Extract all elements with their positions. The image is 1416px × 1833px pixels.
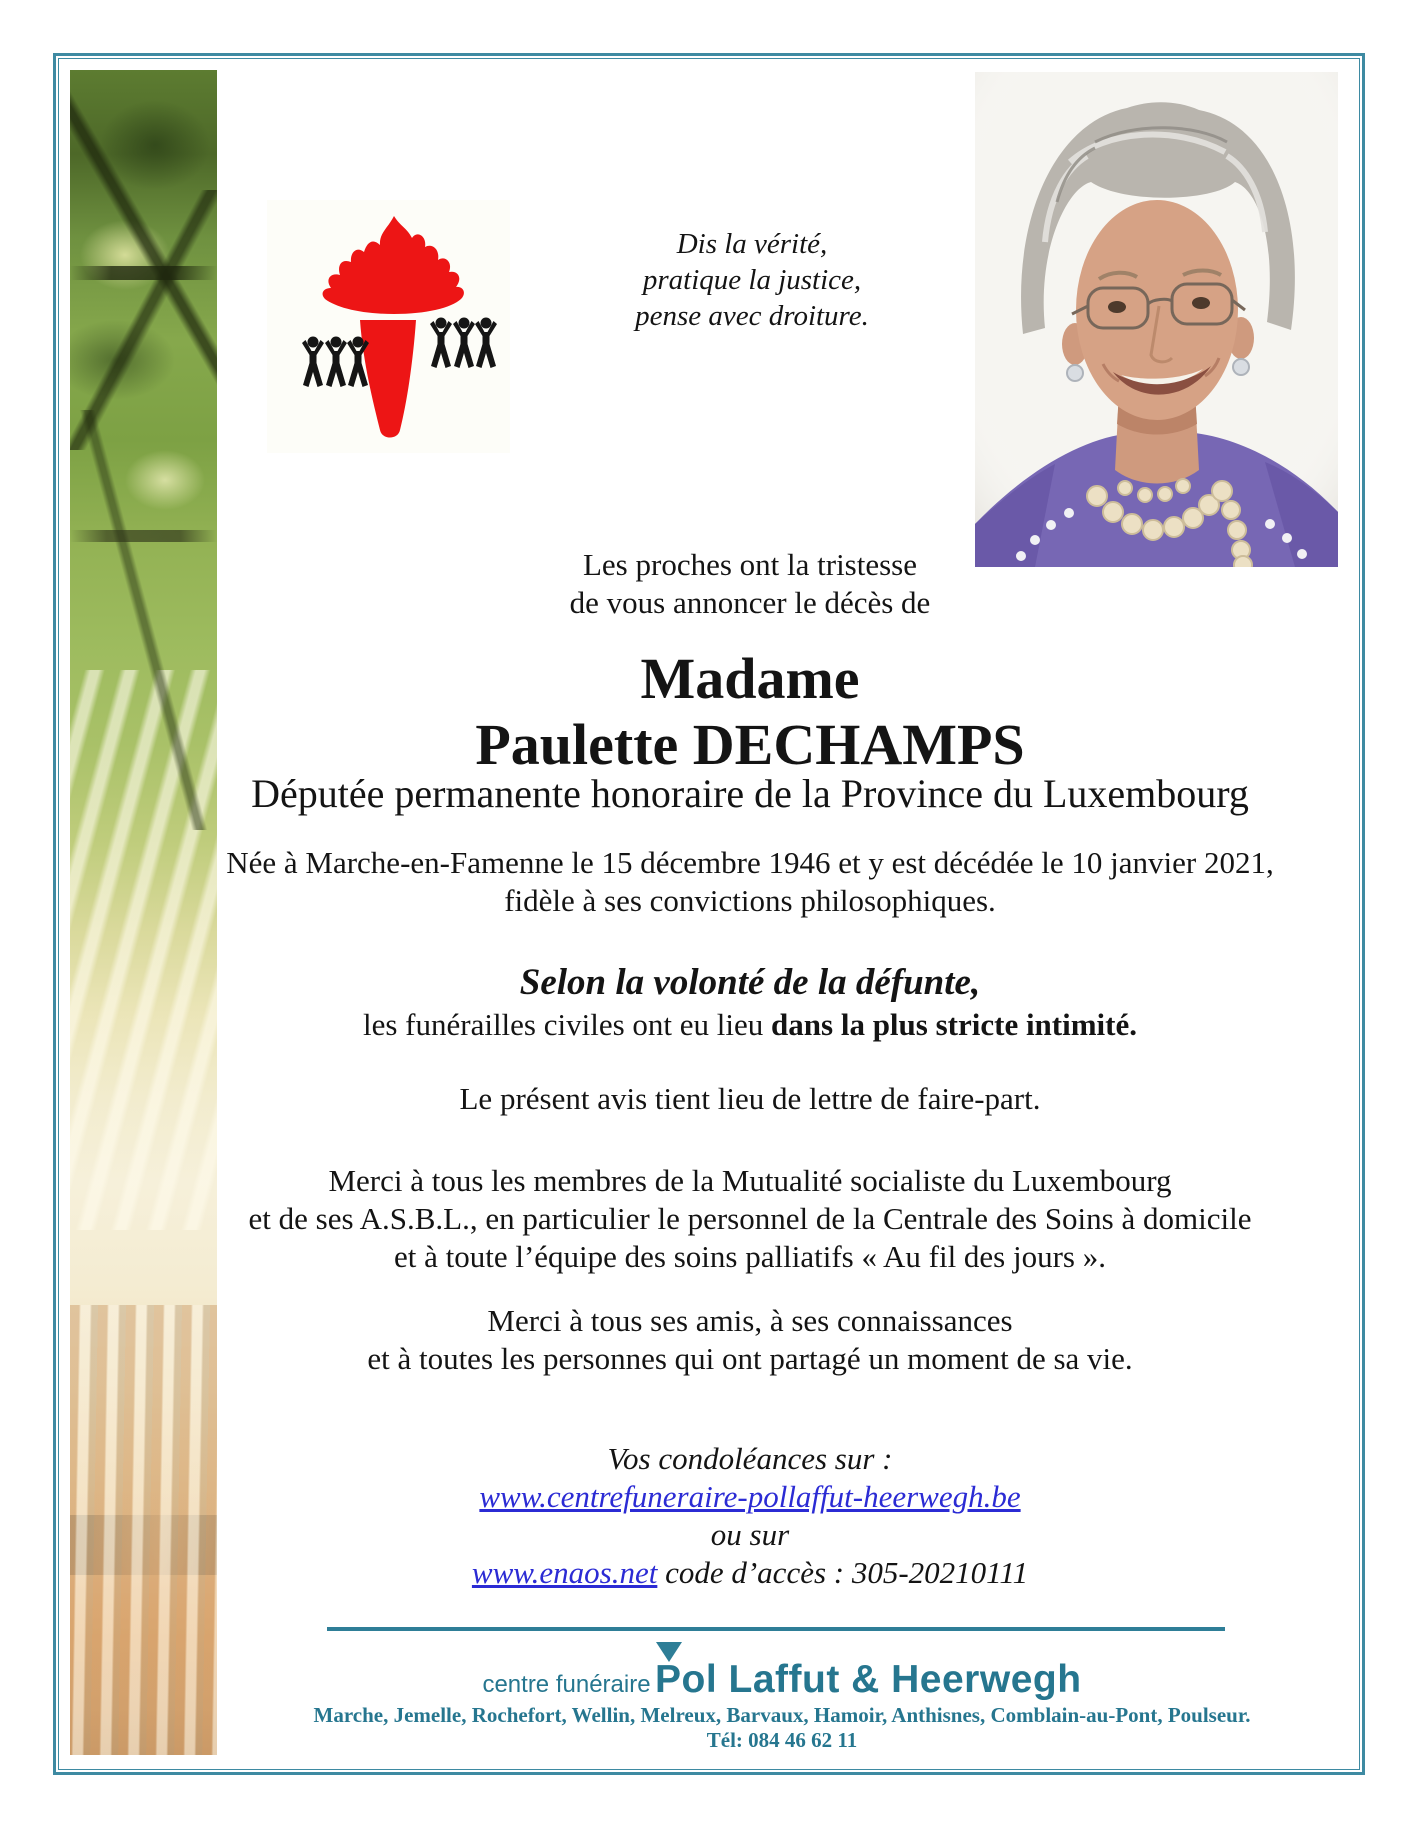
funeral-notice [218,1006,1282,1044]
funeral-notice-bold: dans la plus stricte intimité. [771,1007,1138,1042]
funeral-home-phone: Tél: 084 46 62 11 [706,1728,858,1752]
thanks-line-3: et à toute l’équipe des soins palliatifs « Au fil des jours ». [393,1239,1107,1274]
motto-line-2: pratique la justice, [642,264,862,296]
thanks-line-1: Merci à tous les membres de la Mutualité socialiste du Luxembourg [328,1163,1172,1198]
condolences-between: ou sur [710,1517,790,1552]
laicite-torch-logo [267,200,510,453]
deceased-title: Députée permanente honoraire de la Province du Luxembourg [251,771,1249,816]
thanks-friends [218,1302,1282,1378]
condolences-block [218,1440,1282,1592]
torch-flame-icon [267,200,510,453]
wishes-heading: Selon la volonté de la défunte, [519,962,981,1003]
faire-part-notice: Le présent avis tient lieu de lettre de faire-part. [459,1081,1041,1116]
funeral-home-locations: Marche, Jemelle, Rochefort, Wellin, Melreux, Barvaux, Hamoir, Anthisnes, Comblain-au-Pont, Poulseur. [313,1703,1251,1727]
motto-line-1: Dis la vérité, [676,228,828,260]
portrait-photo [975,72,1338,567]
funeral-notice-prefix: les funérailles civiles ont eu lieu [362,1007,772,1042]
condolences-label: Vos condoléances sur : [607,1441,893,1476]
footer-divider-rule [327,1627,1225,1631]
thanks-line-4: Merci à tous ses amis, à ses connaissances [487,1303,1013,1338]
brand-name: Pol Laffut & Heerwegh [655,1658,1082,1701]
intro-line-1: Les proches ont la tristesse [582,547,918,582]
intro-line-2: de vous annoncer le décès de [569,585,931,620]
thanks-mutualite [218,1162,1282,1276]
condolences-link-funeraire[interactable]: www.centrefuneraire-pollaffut-heerwegh.be [479,1479,1021,1514]
announcement-intro [218,546,1282,622]
deceased-name [218,646,1282,778]
motto [552,226,952,334]
motto-line-3: pense avec droiture. [635,300,869,332]
title-full-name: Paulette DECHAMPS [475,712,1025,777]
birth-death-dates [218,844,1282,920]
title-madame: Madame [640,646,860,711]
dates-line-2: fidèle à ses convictions philosophiques. [504,883,996,918]
thanks-line-2: et de ses A.S.B.L., en particulier le personnel de la Centrale des Soins à domicile [248,1201,1252,1236]
forest-path-photo [70,70,217,1755]
condolences-link-enaos[interactable]: www.enaos.net [471,1555,658,1590]
funeral-home-brand [218,1660,1346,1708]
thanks-line-5: et à toutes les personnes qui ont partagé un moment de sa vie. [367,1341,1133,1376]
condolences-access-code: code d’accès : 305-20210111 [657,1555,1029,1590]
dates-line-1: Née à Marche-en-Famenne le 15 décembre 1946 et y est décédée le 10 janvier 2021, [226,845,1274,880]
brand-prefix: centre funéraire [482,1671,651,1698]
